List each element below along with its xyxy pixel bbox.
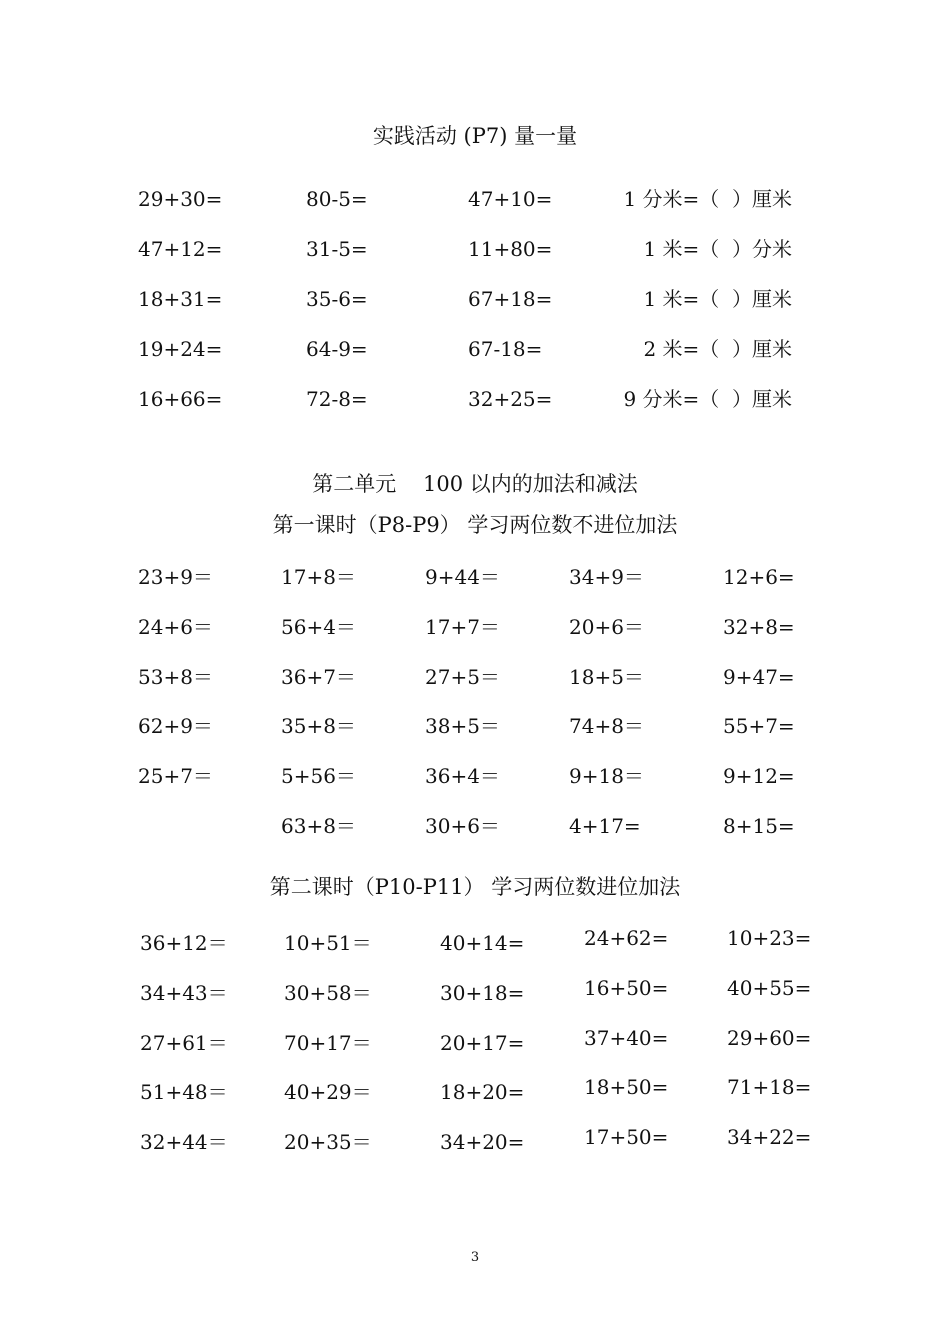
problem-cell: 18+20= xyxy=(440,1080,525,1105)
problem-cell: 34+22= xyxy=(727,1125,812,1150)
problem-cell: 36+12＝ xyxy=(140,931,228,955)
problem-cell: 37+40= xyxy=(584,1025,669,1050)
problem-cell: 30+18= xyxy=(440,980,525,1005)
problem-cell: 17+8＝ xyxy=(281,565,356,589)
problem-cell: 1 米=（ ）厘米 xyxy=(643,287,792,311)
problem-cell: 19+24= xyxy=(138,337,223,361)
problem-cell: 62+9＝ xyxy=(138,714,213,739)
problem-cell: 32+8= xyxy=(723,614,795,639)
problem-cell: 10+51＝ xyxy=(284,931,372,955)
problem-cell: 25+7＝ xyxy=(138,764,213,789)
problem-cell: 27+61＝ xyxy=(140,1030,228,1055)
problem-cell: 30+58＝ xyxy=(284,980,372,1005)
problem-cell: 1 米=（ ）分米 xyxy=(643,237,792,261)
problem-cell: 71+18= xyxy=(727,1075,812,1100)
problem-cell: 20+17= xyxy=(440,1030,525,1055)
problem-cell: 4+17= xyxy=(569,814,641,838)
problem-cell: 9+18＝ xyxy=(569,764,644,789)
problem-cell: 18+31= xyxy=(138,287,223,311)
problem-cell: 12+6= xyxy=(723,565,795,589)
problem-cell: 16+50= xyxy=(584,975,669,1000)
problem-cell: 70+17＝ xyxy=(284,1030,372,1055)
problem-cell: 27+5＝ xyxy=(425,664,500,689)
problem-cell: 31-5= xyxy=(306,237,368,261)
problem-cell: 23+9＝ xyxy=(138,565,213,589)
problem-cell: 80-5= xyxy=(306,187,368,211)
problem-cell: 55+7= xyxy=(723,714,795,739)
lesson2-title: 第二课时（P10-P11） 学习两位数进位加法 xyxy=(269,875,681,899)
problem-cell: 40+55= xyxy=(727,975,812,1000)
problem-cell: 8+15= xyxy=(723,814,795,838)
problem-cell: 35-6= xyxy=(306,287,368,311)
problem-cell: 53+8＝ xyxy=(138,664,213,689)
problem-cell: 16+66= xyxy=(138,387,223,411)
problem-cell: 11+80= xyxy=(468,237,553,261)
problem-cell: 34+20= xyxy=(440,1130,525,1155)
problem-cell: 36+7＝ xyxy=(281,664,356,689)
problem-cell: 18+5＝ xyxy=(569,664,644,689)
problem-cell: 32+25= xyxy=(468,387,553,411)
problem-cell: 34+43＝ xyxy=(140,980,228,1005)
problem-cell: 20+6＝ xyxy=(569,614,644,639)
problem-cell: 40+14= xyxy=(440,931,525,955)
problem-cell: 24+6＝ xyxy=(138,614,213,639)
problem-cell: 34+9＝ xyxy=(569,565,644,589)
problem-cell: 47+10= xyxy=(468,187,553,211)
problem-cell: 63+8＝ xyxy=(281,814,356,838)
unit-title: 第二单元 100 以内的加法和减法 xyxy=(312,472,638,496)
problem-cell: 18+50= xyxy=(584,1075,669,1100)
problem-cell: 29+30= xyxy=(138,187,223,211)
problem-cell: 72-8= xyxy=(306,387,368,411)
problem-cell: 47+12= xyxy=(138,237,223,261)
problem-cell: 67-18= xyxy=(468,337,543,361)
problem-cell: 74+8＝ xyxy=(569,714,644,739)
problem-cell: 9+12= xyxy=(723,764,795,789)
problem-cell: 29+60= xyxy=(727,1025,812,1050)
problem-cell: 51+48＝ xyxy=(140,1080,228,1105)
problem-cell: 17+7＝ xyxy=(425,614,500,639)
problem-cell: 40+29＝ xyxy=(284,1080,372,1105)
problem-cell: 1 分米=（ ）厘米 xyxy=(623,187,792,211)
problem-cell: 9 分米=（ ）厘米 xyxy=(623,387,792,411)
problem-cell: 17+50= xyxy=(584,1125,669,1150)
page-number: 3 xyxy=(470,1250,480,1265)
lesson1-title: 第一课时（P8-P9） 学习两位数不进位加法 xyxy=(272,513,678,537)
problem-cell: 64-9= xyxy=(306,337,368,361)
problem-cell: 30+6＝ xyxy=(425,814,500,838)
problem-cell: 5+56＝ xyxy=(281,764,356,789)
problem-cell: 24+62= xyxy=(584,926,669,950)
problem-cell: 56+4＝ xyxy=(281,614,356,639)
problem-cell: 20+35＝ xyxy=(284,1130,372,1155)
problem-cell: 2 米=（ ）厘米 xyxy=(643,337,792,361)
problem-cell: 38+5＝ xyxy=(425,714,500,739)
problem-cell: 10+23= xyxy=(727,926,812,950)
problem-cell: 32+44＝ xyxy=(140,1130,228,1155)
section1-title: 实践活动 (P7) 量一量 xyxy=(372,124,578,148)
problem-cell: 35+8＝ xyxy=(281,714,356,739)
problem-cell: 9+44＝ xyxy=(425,565,500,589)
problem-cell: 67+18= xyxy=(468,287,553,311)
problem-cell: 36+4＝ xyxy=(425,764,500,789)
problem-cell: 9+47= xyxy=(723,664,795,689)
